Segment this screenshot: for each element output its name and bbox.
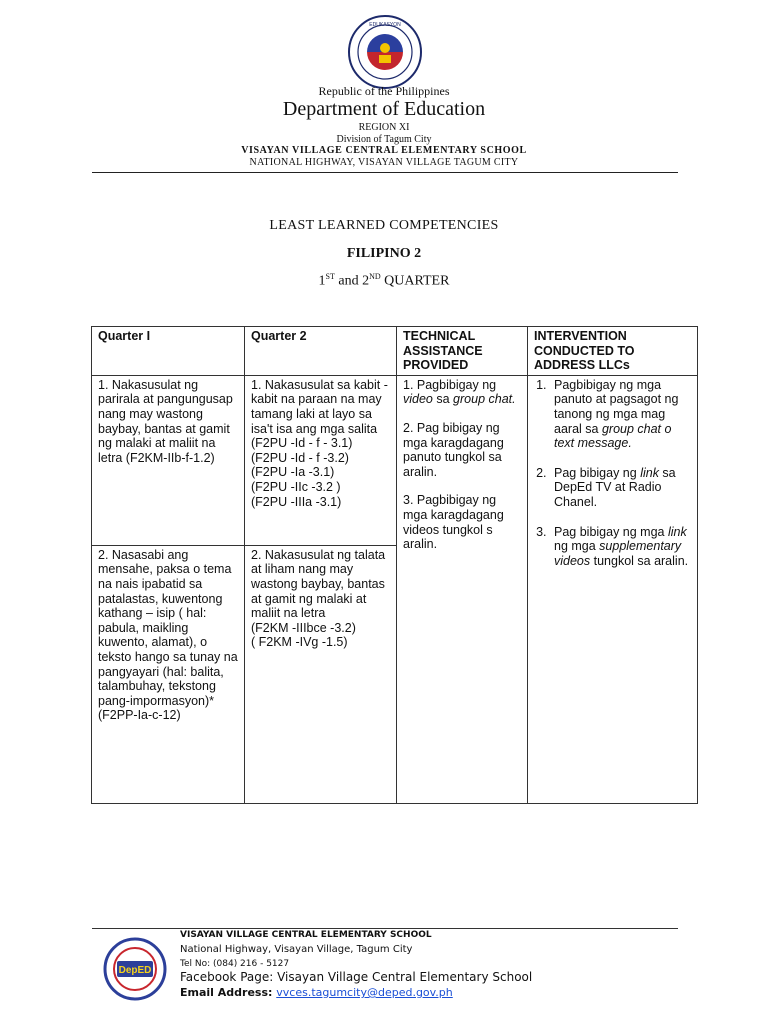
footer-telephone: Tel No: (084) 216 - 5127 — [180, 959, 290, 969]
header-divider-line — [92, 172, 678, 173]
ta-item-3: 3. Pagbibigay ng mga karagdagang videos tungkol s aralin. — [403, 493, 504, 552]
republic-line: Republic of the Philippines — [318, 84, 450, 98]
footer-email: Email Address: vvces.tagumcity@deped.gov.ph — [180, 986, 453, 999]
row1-quarter-2-cell: 1. Nakasusulat sa kabit -kabit na paraan na may tamang laki at layo sa isa't isa ang mga salita (F2PU -Id - f - 3.1) (F2PU -Id - f -3.2) (F2PU -Ia -3.1) (F2PU -IIc -3.2 ) (F2PU -IIIa -3.1) — [245, 375, 397, 545]
header-quarter-1: Quarter I — [92, 327, 245, 376]
seal-lettering: EDUKASYON — [369, 22, 401, 28]
intervention-item-2: 2. Pag bibigay ng link sa DepEd TV at Radio Chanel. — [550, 466, 691, 510]
intervention-list — [534, 378, 691, 569]
footer-divider-line — [92, 928, 678, 929]
school-name: VISAYAN VILLAGE CENTRAL ELEMENTARY SCHOOL — [241, 145, 527, 156]
table-header-row — [92, 327, 698, 376]
department-title: Department of Education — [282, 98, 486, 120]
ta-item-2: 2. Pag bibigay ng mga karagdagang panuto tungkol sa aralin. — [403, 420, 504, 479]
row2-quarter-2-cell: 2. Nakasusulat ng talata at liham nang may wastong baybay, bantas at gamit ng malaki at maliit na letra (F2KM -IIIbce -3.2) ( F2KM -IVg -1.5) — [245, 545, 397, 803]
deped-seal-logo — [345, 14, 425, 90]
header-quarter-2: Quarter 2 — [245, 327, 397, 376]
header-technical-assistance: TECHNICAL ASSISTANCE PROVIDED — [397, 327, 528, 376]
email-link[interactable]: vvces.tagumcity@deped.gov.ph — [276, 986, 453, 999]
document-title: LEAST LEARNED COMPETENCIES — [269, 218, 499, 233]
school-address: NATIONAL HIGHWAY, VISAYAN VILLAGE TAGUM CITY — [249, 157, 519, 168]
intervention-item-1: 1. Pagbibigay ng mga panuto at pagsagot ng tanong ng mga mag aaral sa group chat o text message. — [550, 378, 691, 451]
intervention-cell — [528, 375, 698, 803]
technical-assistance-cell — [397, 375, 528, 803]
intervention-item-3: 3. Pag bibigay ng mga link ng mga supplementary videos tungkol sa aralin. — [550, 525, 691, 569]
footer-address: National Highway, Visayan Village, Tagum City — [180, 944, 413, 955]
row1-quarter-1-cell: 1. Nakasusulat ng parirala at pangungusap nang may wastong baybay, bantas at gamit ng malaki at maliit na letra (F2KM-IIb-f-1.2) — [92, 375, 245, 545]
row2-quarter-1-cell: 2. Nasasabi ang mensahe, paksa o tema na nais ipabatid sa patalastas, kuwentong kathang – isip ( hal: pabula, maikling kuwento, alamat), o teksto hango sa tunay na pangyayari (hal: balita, talambuhay, tekstong pang-impormasyon)* (F2PP-Ia-c-12) — [92, 545, 245, 803]
logo-mark: DepED — [118, 965, 152, 976]
ta-item-1: 1. Pagbibigay ng video sa group chat. — [403, 377, 516, 407]
subject-title: FILIPINO 2 — [346, 246, 422, 261]
school-logo — [103, 937, 167, 1001]
footer-facebook: Facebook Page: Visayan Village Central Elementary School — [180, 970, 533, 984]
table-row — [92, 375, 698, 545]
header-intervention: INTERVENTION CONDUCTED TO ADDRESS LLCs — [528, 327, 698, 376]
footer-school-name: VISAYAN VILLAGE CENTRAL ELEMENTARY SCHOOL — [180, 930, 432, 940]
llc-table — [91, 326, 698, 804]
region-line: REGION XI — [358, 122, 410, 133]
division-line: Division of Tagum City — [336, 134, 432, 145]
quarter-title: 1ST and 2ND QUARTER — [318, 272, 450, 289]
